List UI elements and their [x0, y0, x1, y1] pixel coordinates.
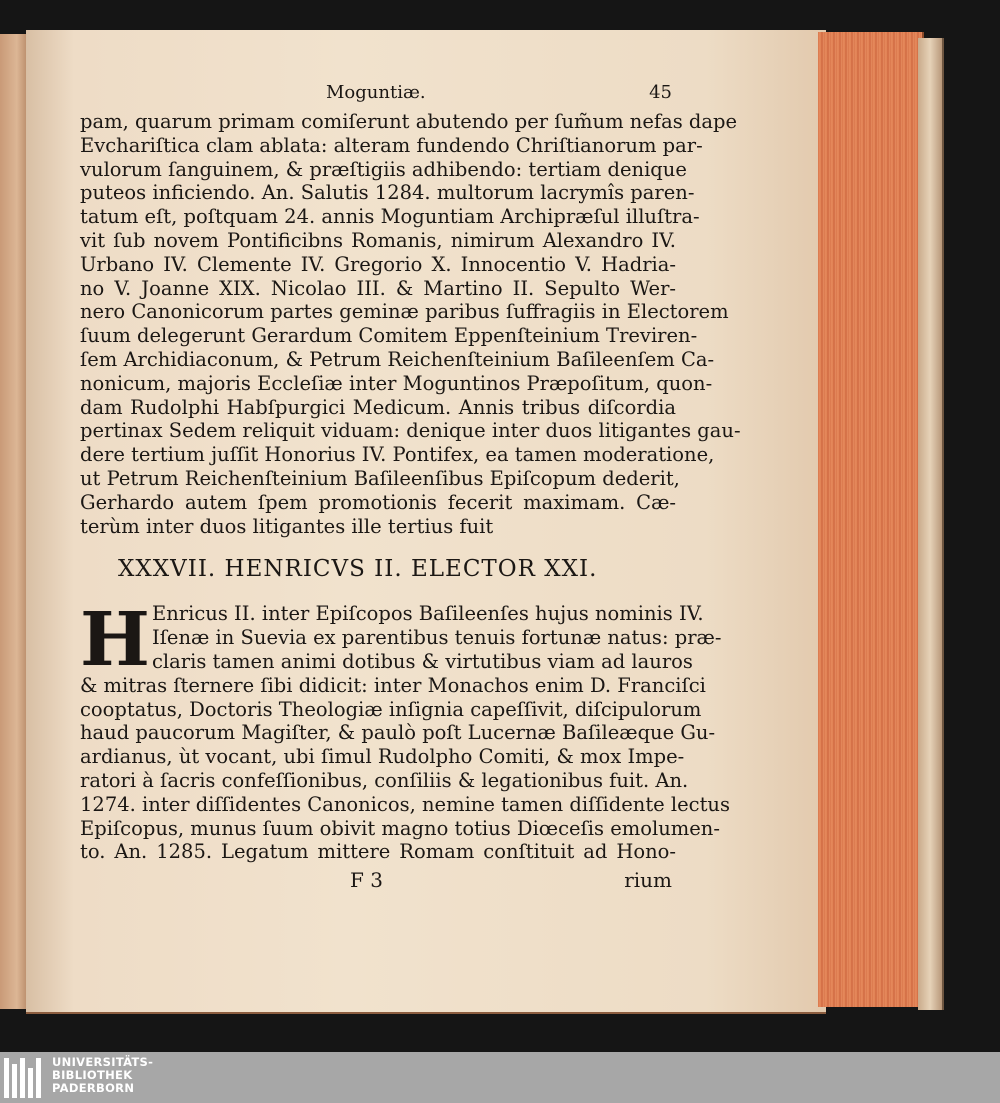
text-line: Iſenæ in Suevia ex parentibus tenuis fortunæ natus: præ- — [152, 626, 722, 650]
book-cover-edge — [918, 38, 944, 1010]
text-line: nero Canonicorum partes geminæ paribus ſuffragiis in Electorem — [80, 300, 729, 324]
text-line: no V. Joanne XIX. Nicolao III. & Martino II. Sepulto Wer- — [80, 276, 676, 300]
paragraph-2-indented-lines — [80, 597, 722, 684]
text-line: Evchariſtica clam ablata: alteram fundendo Chriſtianorum par- — [80, 133, 703, 157]
text-line: Urbano IV. Clemente IV. Gregorio X. Innocentio V. Hadria- — [80, 252, 676, 276]
library-logo-icon — [4, 1058, 46, 1098]
library-name-line-2: BIBLIOTHEK — [52, 1068, 133, 1082]
text-line: Enricus II. inter Epiſcopos Baſileenſes hujus nominis IV. — [152, 602, 704, 626]
running-head — [80, 82, 676, 110]
text-line: Epiſcopus, munus ſuum obivit magno totius Diœceſis emolumen- — [80, 816, 720, 840]
text-line: ardianus, ùt vocant, ubi ſimul Rudolpho Comiti, & mox Impe- — [80, 745, 685, 769]
page-text — [80, 82, 741, 896]
text-line: nonicum, majoris Eccleſiæ inter Moguntinos Præpoſitum, quon- — [80, 371, 713, 395]
text-line: cooptatus, Doctoris Theologiæ inſignia capeſſivit, diſcipulorum — [80, 697, 702, 721]
text-line: 1274. inter diſſidentes Canonicos, nemine tamen diſſidente lectus — [80, 792, 730, 816]
text-line: & mitras ſternere ſibi didicit: inter Monachos enim D. Franciſci — [80, 673, 706, 697]
page-footer — [80, 868, 676, 896]
text-line: dere tertium juſſit Honorius IV. Pontifex, ea tamen moderatione, — [80, 443, 715, 467]
paragraph-2 — [80, 597, 730, 864]
text-line: puteos inficiendo. An. Salutis 1284. multorum lacrymîs paren- — [80, 181, 695, 205]
page-edge-stack — [818, 32, 924, 1007]
text-line: vulorum ſanguinem, & præſtigiis adhibendo: tertiam denique — [80, 157, 687, 181]
text-line: Gerhardo autem ſpem promotionis fecerit maximam. Cæ- — [80, 490, 676, 514]
text-line: haud paucorum Magiſter, & paulò poſt Lucernæ Baſileæque Gu- — [80, 721, 716, 745]
text-line: tatum eſt, poſtquam 24. annis Moguntiam Archipræſul illuſtra- — [80, 205, 700, 229]
library-name-line-1: UNIVERSITÄTS- — [52, 1055, 154, 1069]
section-heading: XXXVII. HENRICVS II. ELECTOR XXI. — [118, 556, 598, 583]
text-line: terùm inter duos litigantes ille tertius fuit — [80, 514, 494, 538]
paragraph-2-lines — [80, 673, 730, 864]
text-line: ut Petrum Reichenſteinium Baſileenſibus Epiſcopum dederit, — [80, 466, 680, 490]
text-line: dam Rudolphi Habſpurgici Medicum. Annis tribus diſcordia — [80, 395, 676, 419]
library-name-line-3: PADERBORN — [52, 1081, 135, 1095]
library-name — [52, 1056, 153, 1095]
text-line: claris tamen animi dotibus & virtutibus viam ad lauros — [152, 649, 693, 673]
text-line: to. An. 1285. Legatum mittere Romam conſtituit ad Hono- — [80, 840, 676, 864]
text-line: ſem Archidiaconum, & Petrum Reichenſteinium Baſileenſem Ca- — [80, 347, 715, 371]
facing-page-edge — [0, 34, 29, 1009]
text-line: ſuum delegerunt Gerardum Comitem Eppenſteinium Treviren- — [80, 324, 698, 348]
text-line: pertinax Sedem reliquit viduam: denique inter duos litigantes gau- — [80, 419, 741, 443]
page-number: 45 — [649, 82, 672, 103]
text-line: vit ſub novem Pontificibns Romanis, nimirum Alexandro IV. — [80, 228, 676, 252]
library-brand-bar — [0, 1052, 1000, 1103]
signature-mark: F 3 — [350, 868, 383, 893]
drop-cap: H — [80, 597, 150, 684]
catchword: rium — [624, 868, 672, 893]
text-line: pam, quarum primam comiſerunt abutendo per ſum̃um nefas dape — [80, 110, 738, 133]
text-line: ratori à ſacris confeſſionibus, conſiliis & legationibus fuit. An. — [80, 768, 689, 792]
running-head-title: Moguntiæ. — [326, 82, 426, 103]
paragraph-1 — [80, 110, 741, 538]
